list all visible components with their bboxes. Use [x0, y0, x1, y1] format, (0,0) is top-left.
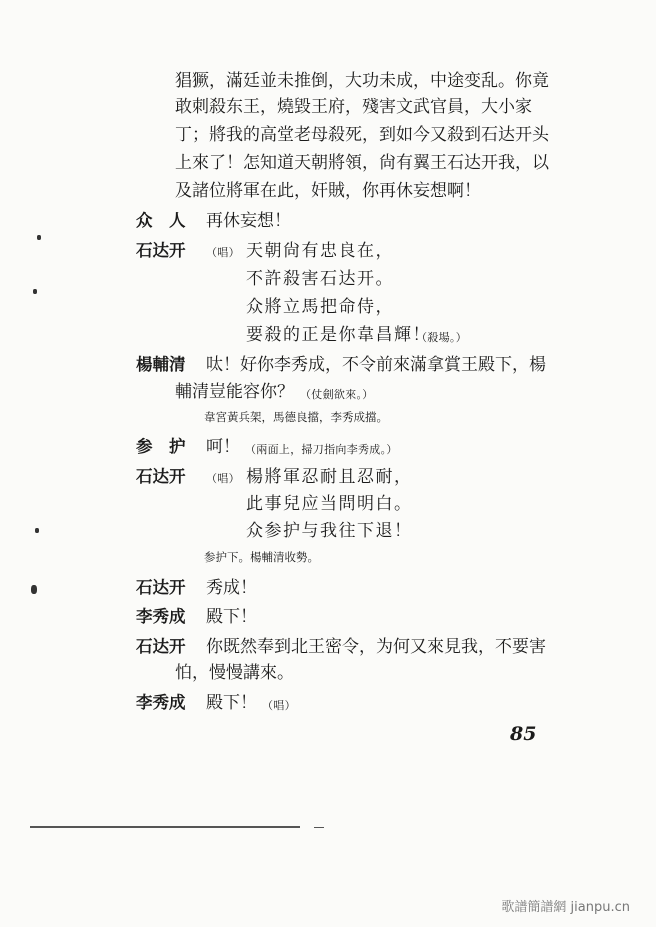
- singing-cue: （唱）: [206, 472, 240, 485]
- speaker-name: 李秀成: [136, 607, 186, 626]
- speech-line: 再休妄想！: [206, 211, 291, 231]
- speaker-name: 楊輔清: [136, 355, 186, 374]
- site-watermark: 歌譜簡譜網 jianpu.cn: [501, 900, 630, 915]
- speech-line: 敢刺殺东王，燒毀王府，殘害文武官員，大小家: [175, 97, 532, 117]
- stage-direction: 参护下。楊輔清收勢。: [204, 550, 319, 564]
- sung-line: 众將立馬把命侍，: [246, 297, 394, 317]
- scan-edge-line: [30, 826, 300, 828]
- speech-line: 殿下！: [206, 693, 257, 713]
- stage-direction: （殺場。）: [416, 331, 467, 344]
- speaker-name: 众 人: [136, 211, 186, 230]
- stage-direction: 韋宮黃兵架，馬德良擋，李秀成擋。: [204, 410, 388, 424]
- speech-line: 上來了！怎知道天朝將領，尙有翼王石达开我，以: [175, 153, 549, 173]
- speaker-name: 参 护: [136, 437, 186, 456]
- sung-line: 要殺的正是你韋昌輝！: [246, 325, 431, 345]
- speech-line: 輔清豈能容你？: [175, 382, 294, 402]
- speech-line: 殿下！: [206, 607, 257, 627]
- speech-line: 及諸位將軍在此，奸賊，你再休妄想啊！: [175, 181, 481, 201]
- sung-line: 楊將軍忍耐且忍耐，: [246, 467, 413, 487]
- scan-speck: [31, 585, 37, 594]
- scan-speck: [35, 528, 39, 533]
- speech-line: 呵！: [206, 437, 240, 457]
- singing-cue: （唱）: [262, 699, 296, 712]
- sung-line: 天朝尙有忠良在，: [246, 241, 394, 261]
- page-number: 85: [510, 723, 537, 745]
- scan-edge-line: [314, 827, 324, 828]
- singing-cue: （唱）: [206, 246, 240, 259]
- speaker-name: 李秀成: [136, 693, 186, 712]
- scan-speck: [37, 235, 41, 240]
- scan-speck: [33, 289, 37, 294]
- sung-line: 不許殺害石达开。: [246, 269, 394, 289]
- stage-direction: （兩面上，掃刀指向李秀成。）: [245, 443, 398, 456]
- speech-line: 秀成！: [206, 578, 257, 598]
- sung-line: 此事兒应当問明白。: [246, 494, 413, 514]
- speaker-name: 石达开: [136, 467, 186, 486]
- speech-line: 猖獗，滿廷並未推倒，大功未成，中途变乱。你竟: [175, 71, 549, 91]
- speaker-name: 石达开: [136, 578, 186, 597]
- speech-line: 怕，慢慢講來。: [175, 663, 294, 683]
- speech-line: 你既然奉到北王密令，为何又來見我，不要害: [206, 637, 546, 657]
- speech-line: 呔！好你李秀成，不令前來滿拿賞王殿下，楊: [206, 355, 546, 375]
- stage-direction: （仗劍欲來。）: [300, 388, 374, 401]
- sung-line: 众参护与我往下退！: [246, 521, 413, 541]
- speaker-name: 石达开: [136, 241, 186, 260]
- speaker-name: 石达开: [136, 637, 186, 656]
- speech-line: 丁；將我的高堂老母殺死，到如今又殺到石达开头: [175, 125, 549, 145]
